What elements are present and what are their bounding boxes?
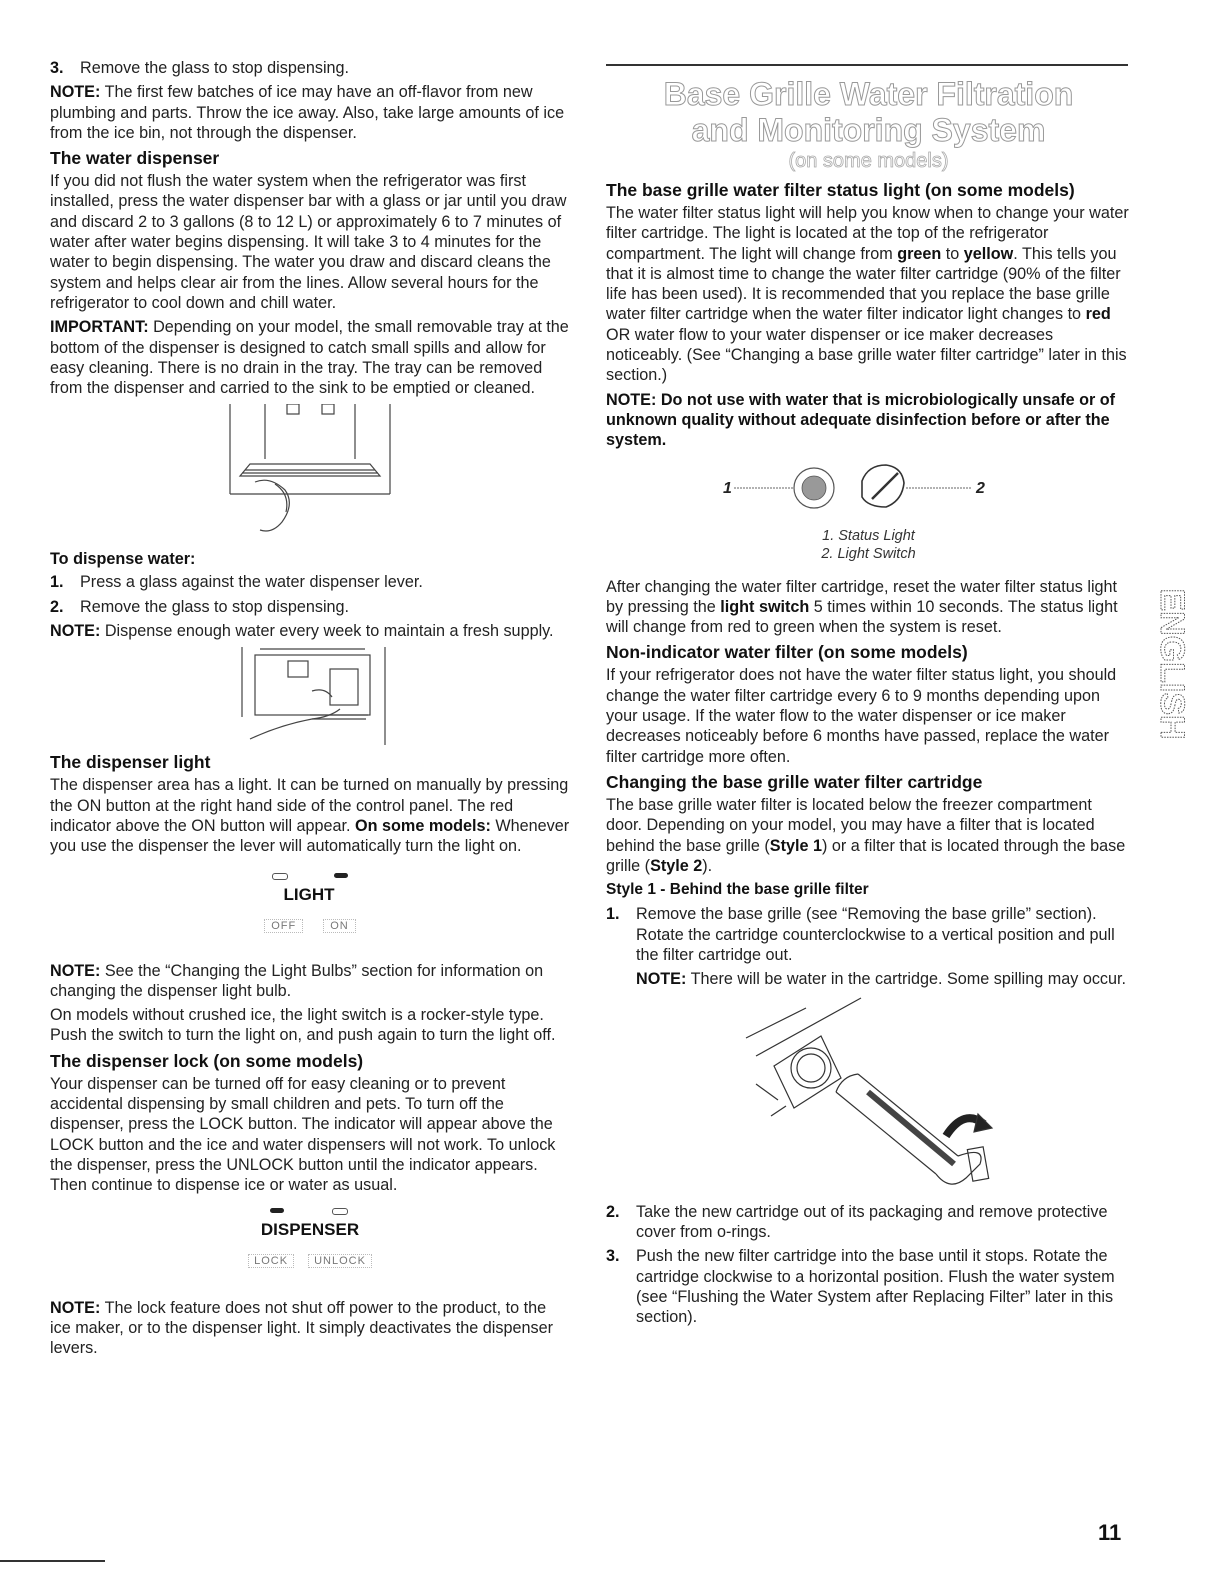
water-dispenser-paragraph: If you did not flush the water system when the refrigerator was first installed, press the water dispenser bar with a glass or jar until you draw and discard 2 to 3 gallons (8 to 12 L) or approximately 6 to 7 minutes of water after water begins dispensing. It will take 3 to 4 minutes for the water to begin dispensing. The water you draw and discard cleans the system and helps clear air from the lines. Allow several hours for the refrigerator to cool down and chill water. <box>50 172 567 312</box>
step-3: 3. Remove the glass to stop dispensing. <box>50 59 350 77</box>
footer-rule <box>0 1560 105 1562</box>
off-button[interactable]: OFF <box>264 919 303 933</box>
on-indicator <box>334 873 348 878</box>
heading-non-indicator: Non-indicator water filter (on some models) <box>606 642 968 663</box>
heading-status-light: The base grille water filter status light (on some models) <box>606 180 1075 200</box>
style-1-subheading: Style 1 - Behind the base grille filter <box>606 881 869 899</box>
note-first-batches: NOTE: The first few batches of ice may have an off-flavor from new plumbing and parts. Throw the ice away. Also, take large amounts of ice from the ice bin, not through the dispenser. <box>50 83 565 142</box>
status-light-illustration <box>606 461 1131 521</box>
glass-dispensing-illustration <box>50 647 570 745</box>
note-lock-feature: NOTE: The lock feature does not shut off power to the product, to the ice maker, or to the dispenser light. It simply deactivates the dispenser levers. <box>50 1298 553 1358</box>
note-microbiologically-unsafe: NOTE: Do not use with water that is microbiologically unsafe or of unknown quality without adequate disinfection before or after the system. <box>606 390 1116 450</box>
heading-changing-filter: Changing the base grille water filter cartridge <box>606 771 983 792</box>
section-rule <box>606 64 1128 66</box>
change-step-3: 3. Push the new filter cartridge into the base until it stops. Rotate the cartridge clockwise to a horizontal position. Flush the water system (see “Flushing the Water System after Replacing Filter” later in this section). <box>606 1247 1115 1327</box>
light-control-panel <box>50 867 570 955</box>
dispense-step-2: 2. Remove the glass to stop dispensing. <box>50 597 350 616</box>
rocker-switch-paragraph: On models without crushed ice, the light switch is a rocker-style type. Push the switch to turn the light on, and push again to turn the light off. <box>50 1006 556 1045</box>
left-column <box>50 58 570 1362</box>
callout-1: 1 <box>723 479 732 497</box>
unlock-indicator <box>332 1208 348 1215</box>
section-title-sub: (on some models) <box>788 150 949 172</box>
dispenser-tray-illustration <box>50 404 570 542</box>
lock-buttons <box>50 1254 570 1268</box>
heading-to-dispense-water: To dispense water: <box>50 550 196 569</box>
language-side-tab <box>1150 568 1190 760</box>
changing-paragraph: The base grille water filter is located below the freezer compartment door. Depending on your model, you may have a filter that is located behind the base grille (Style 1) or a filter that is located through the base grille (Style 2). <box>606 795 1126 875</box>
heading-water-dispenser: The water dispenser <box>50 148 220 169</box>
on-button[interactable]: ON <box>323 919 356 933</box>
side-tab-label: ENGLISH <box>1153 588 1190 740</box>
dispenser-light-paragraph: The dispenser area has a light. It can be turned on manually by pressing the ON button at the right hand side of the control panel. The red indicator above the ON button will appear. On some models: Whenever you use the dispenser the lever will automatically turn the light on. <box>50 776 570 856</box>
lock-indicators <box>50 1202 570 1220</box>
light-indicators <box>50 867 570 885</box>
caption-status-light: 1. Status Light <box>822 527 915 544</box>
note-fresh-supply: NOTE: Dispense enough water every week to maintain a fresh supply. <box>50 622 554 641</box>
lock-button[interactable]: LOCK <box>248 1254 294 1268</box>
lock-indicator <box>270 1208 284 1213</box>
light-buttons <box>50 919 570 933</box>
light-panel-title: LIGHT <box>283 884 335 904</box>
heading-dispenser-lock: The dispenser lock (on some models) <box>50 1050 364 1071</box>
off-indicator <box>272 873 288 880</box>
dispense-step-1: 1. Press a glass against the water dispenser lever. <box>50 573 423 592</box>
non-indicator-paragraph: If your refrigerator does not have the water filter status light, you should change the water filter cartridge every 6 to 9 months depending upon your usage. If the water flow to the water dispenser or ice maker decreases noticeably before 6 months have passed, replace the water filter cartridge more often. <box>606 666 1117 766</box>
dispenser-panel-title: DISPENSER <box>260 1219 360 1239</box>
callout-2: 2 <box>976 479 985 497</box>
section-title-line-1: Base Grille Water Filtration <box>663 76 1074 112</box>
reset-paragraph: After changing the water filter cartridge, reset the water filter status light by pressing the light switch 5 times within 10 seconds. The status light will change from red to green when the system is reset. <box>606 577 1118 637</box>
heading-dispenser-light: The dispenser light <box>50 752 211 773</box>
caption-light-switch: 2. Light Switch <box>821 545 916 562</box>
status-light-paragraph: The water filter status light will help you know when to change your water filter cartridge. The light is located at the top of the refrigerator compartment. The light will change from green to yellow. This tells you that it is almost time to change the water filter cartridge (90% of the filter life has been used). It is recommended that you replace the base grille water filter cartridge when the water filter indicator light changes to red OR water flow to your water dispenser or ice maker decreases noticeably. (See “Changing a base grille water filter cartridge” later in this section.) <box>606 204 1129 385</box>
important-paragraph: IMPORTANT: Depending on your model, the small removable tray at the bottom of the dispenser is designed to catch small spills and allow for easy cleaning. There is no drain in the tray. The tray can be removed from the dispenser and carried to the sink to be emptied or cleaned. <box>50 318 569 398</box>
note-water-in-cartridge: NOTE: There will be water in the cartridge. Some spilling may occur. <box>636 970 1127 989</box>
right-column <box>606 58 1131 1331</box>
dispenser-lock-panel <box>50 1202 570 1292</box>
change-step-1: 1. Remove the base grille (see “Removing the base grille” section). Rotate the cartridge counterclockwise to a vertical position and pull the filter cartridge out. <box>606 905 1115 965</box>
page-number: 11 <box>1098 1520 1122 1545</box>
section-title-line-2: and Monitoring System <box>691 112 1046 148</box>
change-step-2: 2. Take the new cartridge out of its packaging and remove protective cover from o-rings. <box>606 1202 1108 1241</box>
light-switch-icon <box>862 465 904 507</box>
filter-cartridge-illustration <box>606 996 1131 1196</box>
note-light-bulbs: NOTE: See the “Changing the Light Bulbs” section for information on changing the dispenser light bulb. <box>50 961 544 1000</box>
dispenser-lock-paragraph: Your dispenser can be turned off for easy cleaning or to prevent accidental dispensing by small children and pets. To turn off the dispenser, press the LOCK button. The indicator will appear above the LOCK button and the ice and water dispensers will not work. To unlock the dispenser, press the UNLOCK button until the indicator appears. Then continue to dispense ice or water as usual. <box>50 1074 556 1195</box>
unlock-button[interactable]: UNLOCK <box>308 1254 372 1268</box>
